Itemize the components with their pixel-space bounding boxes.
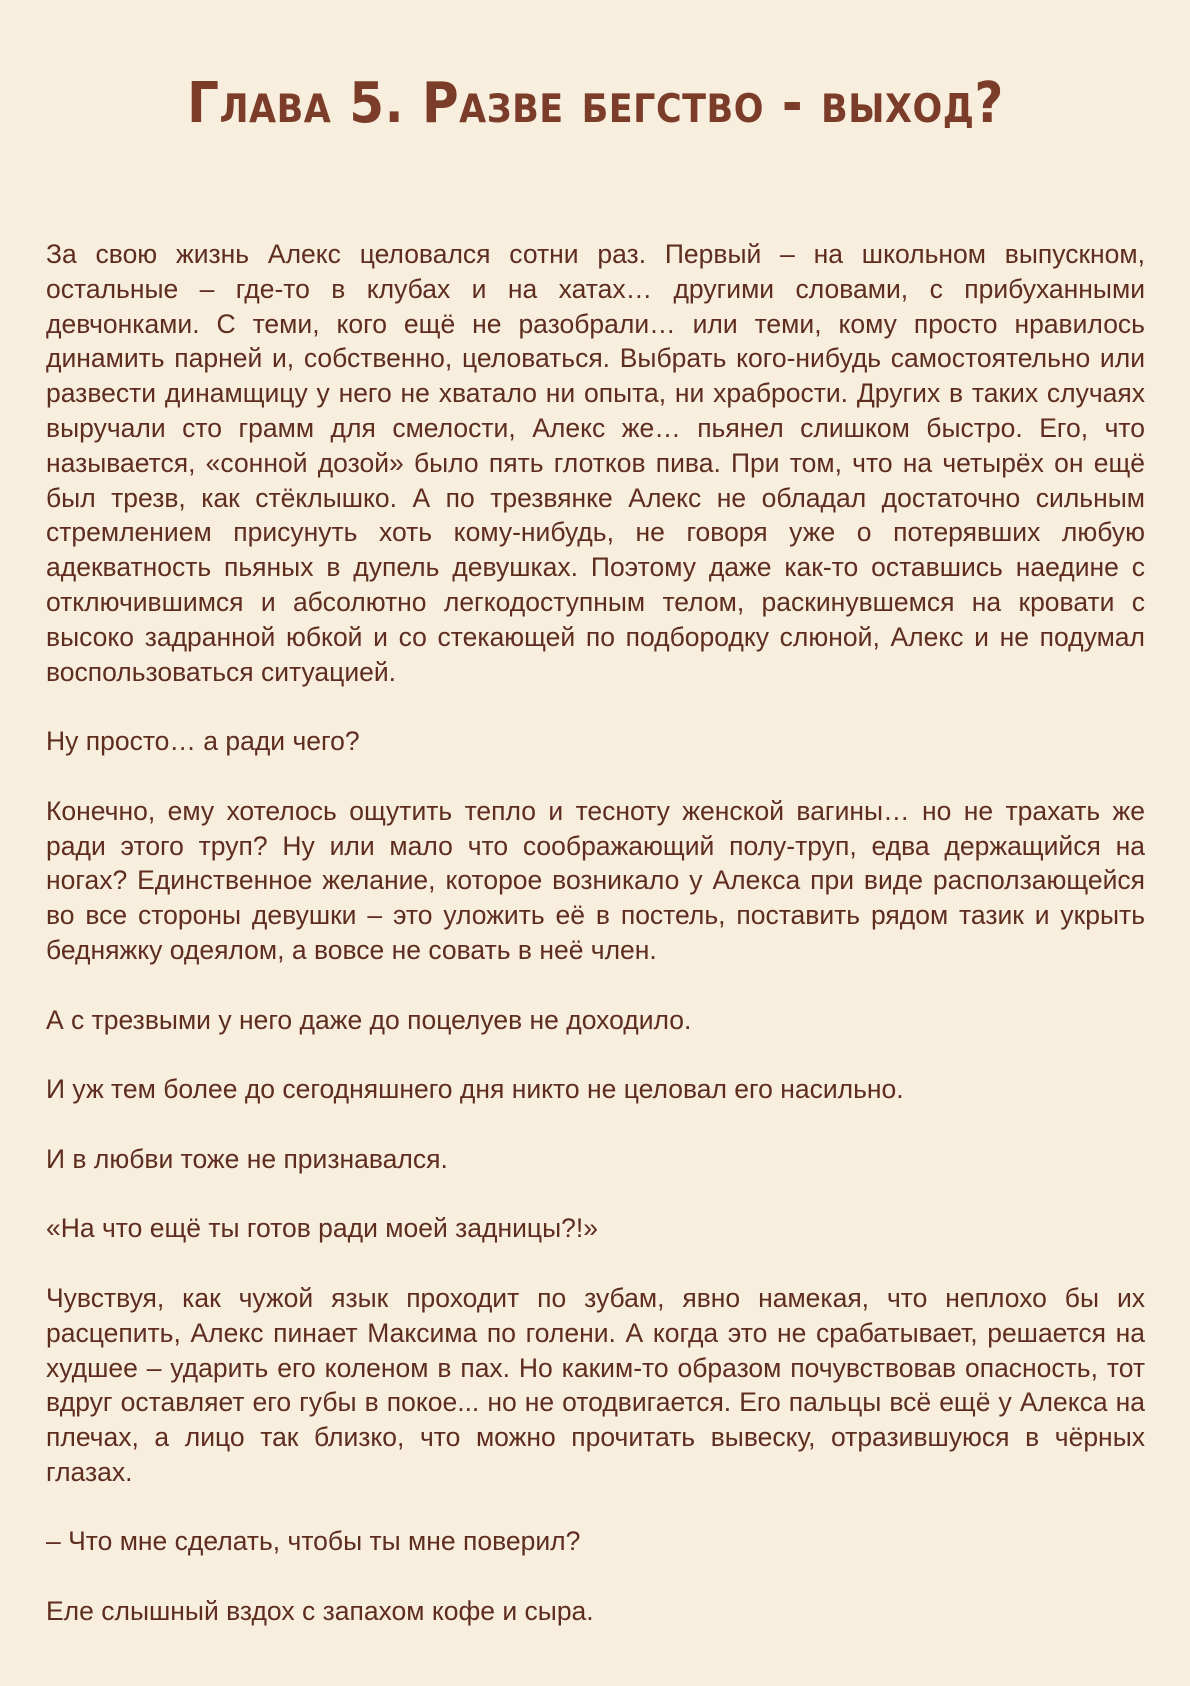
- paragraph: Чувствуя, как чужой язык проходит по зубам, явно намекая, что неплохо бы их расцепить, Алекс пинает Максима по голени. А когда это не срабатывает, решается на худшее – ударить его коленом в пах. Но каким-то образом почувствовав опасность, тот вдруг оставляет его губы в покое... но не отодвигается. Его пальцы всё ещё у Алекса на плечах, а лицо так близко, что можно прочитать вывеску, отразившуюся в чёрных глазах.: [46, 1282, 1145, 1487]
- chapter-text: [46, 237, 1145, 1629]
- paragraph: И уж тем более до сегодняшнего дня никто не целовал его насильно.: [46, 1074, 904, 1105]
- paragraph: «На что ещё ты готов ради моей задницы?!»: [46, 1213, 598, 1244]
- paragraph: – Что мне сделать, чтобы ты мне поверил?: [46, 1526, 581, 1557]
- paragraph: И в любви тоже не признавался.: [46, 1143, 448, 1174]
- chapter-title: Глава 5. Разве бегство - выход?: [187, 70, 1004, 136]
- paragraph: За свою жизнь Алекс целовался сотни раз. Первый – на школьном выпускном, остальные – где-то в клубах и на хатах… другими словами, с прибуханными девчонками. С теми, кого ещё не разобрали… или теми, кому просто нравилось динамить парней и, собственно, целоваться. Выбрать кого-нибудь самостоятельно или развести динамщицу у него не хватало ни опыта, ни храбрости. Других в таких случаях выручали сто грамм для смелости, Алекс же… пьянел слишком быстро. Его, что называется, «сонной дозой» было пять глотков пива. При том, что на четырёх он ещё был трезв, как стёклышко. А по трезвянке Алекс не обладал достаточно сильным стремлением присунуть хоть кому-нибудь, не говоря уже о потерявших любую адекватность пьяных в дупель девушках. Поэтому даже как-то оставшись наедине с отключившимся и абсолютно легкодоступным телом, раскинувшемся на кровати с высоко задранной юбкой и со стекающей по подбородку слюной, Алекс и не подумал воспользоваться ситуацией.: [46, 239, 1145, 687]
- paragraph: Конечно, ему хотелось ощутить тепло и тесноту женской вагины… но не трахать же ради этого труп? Ну или мало что соображающий полу-труп, едва держащийся на ногах? Единственное желание, которое возникало у Алекса при виде расползающейся во все стороны девушки – это уложить её в постель, поставить рядом тазик и укрыть бедняжку одеялом, а вовсе не совать в неё член.: [46, 795, 1145, 965]
- paragraph: Ну просто… а ради чего?: [46, 726, 360, 757]
- paragraph: Еле слышный вздох с запахом кофе и сыра.: [46, 1596, 594, 1627]
- paragraph: А с трезвыми у него даже до поцелуев не доходило.: [46, 1004, 692, 1035]
